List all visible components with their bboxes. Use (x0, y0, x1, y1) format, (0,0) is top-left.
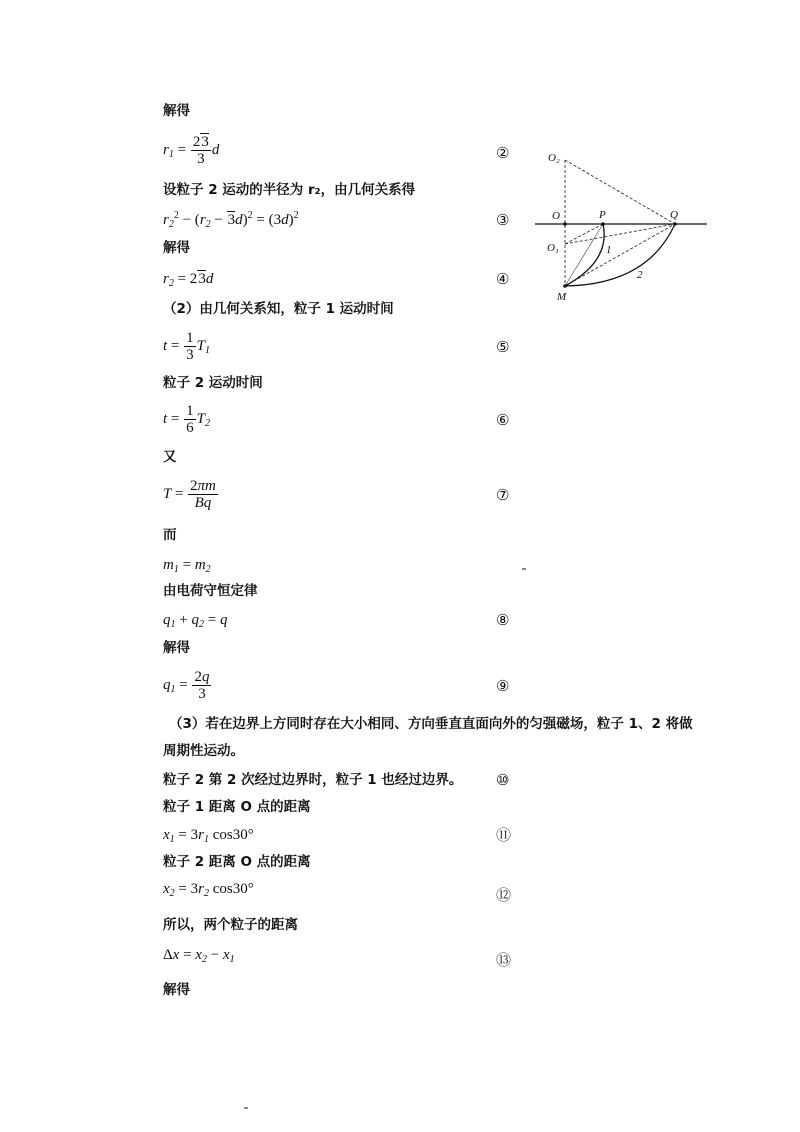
label-m: M (557, 291, 567, 303)
text-line: 设粒子 2 运动的半径为 r₂，由几何关系得 (163, 182, 416, 198)
eq-number: ⑤ (496, 338, 510, 356)
text-line: 解得 (163, 240, 190, 256)
text-line: 所以，两个粒子的距离 (163, 917, 298, 933)
eq-number: ⑦ (496, 486, 510, 504)
label-q: Q (670, 209, 678, 221)
text-line: 解得 (163, 103, 190, 119)
text-line: 解得 (163, 982, 190, 998)
equation-t1: t = $\frac{1}{3}$ $T_1$ (163, 330, 210, 363)
equation-t2: t = $\frac{1}{6}$ $T_2$ (163, 403, 210, 436)
equation-delta-x: $\Delta x = x_2 - x_1$ (163, 947, 235, 965)
dashed-o2-q (565, 160, 675, 224)
text-line: 周期性运动。 (163, 743, 244, 759)
point-m (563, 284, 567, 288)
text-line: （3）若在边界上方同时存在大小相同、方向垂直直面向外的匀强磁场，粒子 1、2 将做 (169, 716, 693, 732)
point-o (563, 222, 567, 226)
equation-x2: $x_2 = 3r_2$ cos30° (163, 881, 254, 899)
geometry-diagram (535, 145, 715, 305)
label-p: P (599, 209, 606, 221)
eq-number: ⑪ (496, 826, 512, 844)
dashed-o1-p (565, 224, 603, 244)
dashed-o1-q (565, 224, 675, 244)
label-o2: O₂ (548, 152, 560, 164)
eq-number: ⑩ (496, 771, 510, 789)
eq-number: ③ (496, 211, 510, 229)
text-line: 粒子 2 距离 O 点的距离 (163, 854, 311, 870)
eq-number: ⑬ (496, 951, 512, 969)
text-line: 粒子 2 运动时间 (163, 375, 263, 391)
equation-r2-geometry: $r_2^2 - (r_2 - 3d)^2 = (3d)^2$ (163, 210, 299, 230)
equation-charge: $q_1 + q_2 = q$ (163, 612, 228, 630)
text-line: 而 (163, 527, 177, 543)
scan-speck (522, 568, 526, 570)
point-q (673, 222, 677, 226)
text-line: 粒子 1 距离 O 点的距离 (163, 799, 311, 815)
eq-number: ⑥ (496, 411, 510, 429)
equation-r1: $r_1$ = $\frac{23}{3}$ d (163, 134, 220, 167)
text-line: 由电荷守恒定律 (163, 583, 258, 599)
equation-r2: $r_2 = 23d$ (163, 271, 214, 289)
chord-m-p (565, 224, 603, 286)
scan-speck (244, 1107, 248, 1109)
eq-number: ⑨ (496, 677, 510, 695)
eq-number: ④ (496, 270, 510, 288)
label-arc-1: 1 (606, 244, 612, 256)
label-arc-2: 2 (637, 269, 643, 281)
text-line: （2）由几何关系知，粒子 1 运动时间 (163, 301, 394, 317)
eq-number: ⑧ (496, 611, 510, 629)
equation-x1: $x_1 = 3r_1$ cos30° (163, 827, 254, 845)
point-p (601, 222, 605, 226)
equation-period: T = $\frac{2\pi m}{Bq}$ (163, 478, 216, 511)
text-line: 粒子 2 第 2 次经过边界时，粒子 1 也经过边界。 (163, 772, 463, 788)
eq-number: ② (496, 144, 510, 162)
label-o1: O₁ (547, 242, 559, 254)
equation-q1: $q_1$ = $\frac{2q}{3}$ (163, 669, 210, 702)
text-line: 解得 (163, 640, 190, 656)
eq-number: ⑫ (496, 886, 512, 904)
text-line: 又 (163, 449, 177, 465)
label-o: O (552, 210, 560, 222)
equation-mass: $m_1 = m_2$ (163, 557, 211, 575)
